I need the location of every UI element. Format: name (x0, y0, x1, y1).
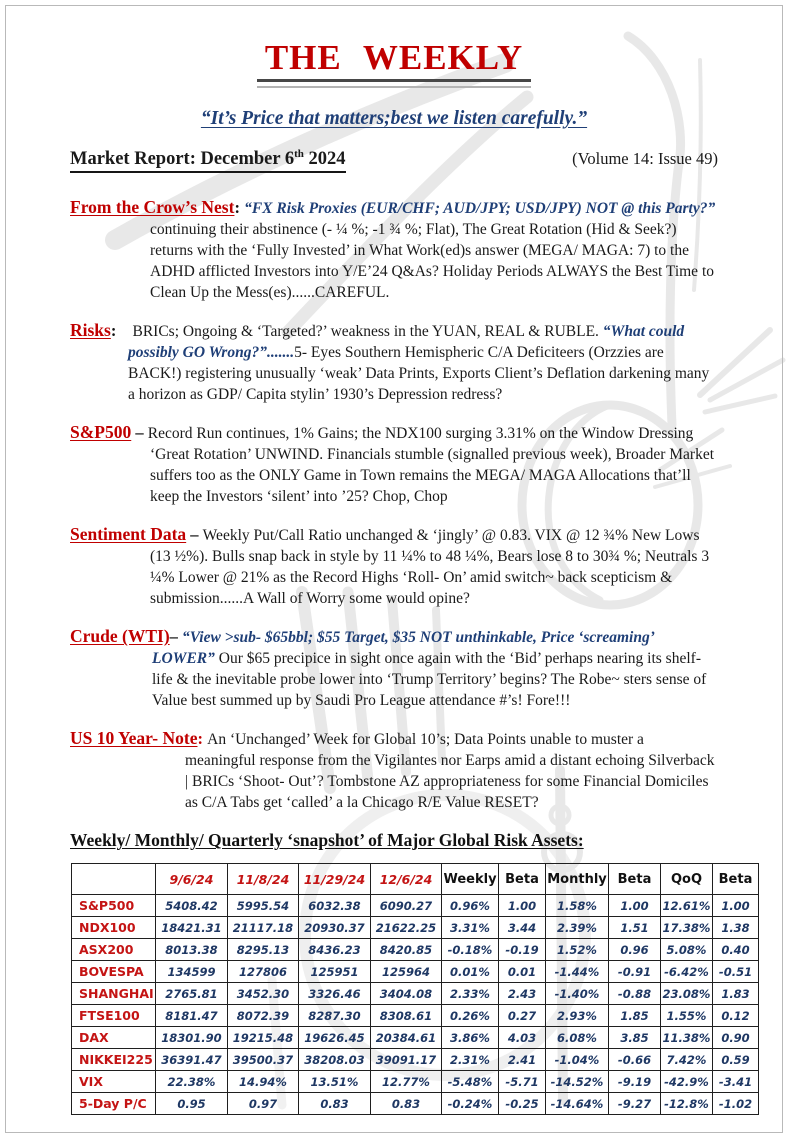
cell: 2.33% (442, 983, 499, 1005)
cell: 11.38% (661, 1027, 713, 1049)
row-label: S&P500 (72, 895, 156, 917)
cell: 14.94% (228, 1071, 299, 1093)
section-sentiment-data (70, 524, 718, 609)
column-header: 11/29/24 (299, 864, 371, 895)
table-row (72, 1049, 759, 1071)
table-row (72, 895, 759, 917)
table-row (72, 1027, 759, 1049)
cell: 0.01% (442, 961, 499, 983)
section-separator: : (110, 321, 121, 341)
cell: 1.51 (609, 917, 661, 939)
cell: 38208.03 (299, 1049, 371, 1071)
report-heading-year: 2024 (303, 149, 346, 170)
cell: 3.31% (442, 917, 499, 939)
column-header: Monthly (546, 864, 609, 895)
cell: 3.86% (442, 1027, 499, 1049)
cell: 5.08% (661, 939, 713, 961)
section-body: Weekly Put/Call Ratio unchanged & ‘jingly’ @ 0.83. VIX @ 12 ¾% New Lows (13 ½%). Bulls snap back in style by 11 ¼% to 48 ¼%, Bears lose 8 to 30¾ %; Neutrals 3 ¼% Lower @ 21% as the Record Highs ‘Roll- On’ amid switch~ back scepticism & submission......A Wall of Worry some would opine? (150, 527, 710, 608)
cell: 12.61% (661, 895, 713, 917)
table-row (72, 961, 759, 983)
corner-cell (72, 864, 156, 895)
column-header: Beta (609, 864, 661, 895)
cell: 3.85 (609, 1027, 661, 1049)
cell: -0.25 (499, 1093, 546, 1115)
cell: -14.52% (546, 1071, 609, 1093)
tagline-row (70, 108, 718, 130)
cell: 8287.30 (299, 1005, 371, 1027)
cell: 0.97 (228, 1093, 299, 1115)
cell: -9.19 (609, 1071, 661, 1093)
cell: 2.93% (546, 1005, 609, 1027)
row-label: FTSE100 (72, 1005, 156, 1027)
cell: 127806 (228, 961, 299, 983)
row-label: DAX (72, 1027, 156, 1049)
cell: 5995.54 (228, 895, 299, 917)
section-quote: “FX Risk Proxies (EUR/CHF; AUD/JPY; USD/JPY) NOT @ this Party?” (244, 200, 716, 218)
row-label: ASX200 (72, 939, 156, 961)
cell: -1.04% (546, 1049, 609, 1071)
cell: 12.77% (371, 1071, 442, 1093)
section-crude-wti (70, 626, 718, 711)
section-body: An ‘Unchanged’ Week for Global 10’s; Data Points unable to muster a meaningful response from the Vigilantes nor Earps amid a distant echoing Silverback | BRICs ‘Shoot- Out’? Tombstone AZ appropriateness for some Financial Domiciles as C/A Tabs get ‘called’ a la Chicago R/E Value RESET? (185, 731, 715, 812)
cell: -1.44% (546, 961, 609, 983)
report-heading-text: Market Report: December 6 (70, 149, 295, 170)
section-separator: : (234, 198, 245, 218)
section-heading: US 10 Year- Note (70, 728, 198, 749)
cell: -6.42% (661, 961, 713, 983)
risk-assets-table (71, 863, 759, 1115)
section-sp500 (70, 422, 718, 507)
page-title: THE WEEKLY (257, 38, 531, 82)
cell: -1.40% (546, 983, 609, 1005)
column-header: QoQ (661, 864, 713, 895)
section-separator: – (169, 627, 183, 647)
table-heading: Weekly/ Monthly/ Quarterly ‘snapshot’ of Major Global Risk Assets: (70, 830, 584, 851)
cell: 2.43 (499, 983, 546, 1005)
cell: 0.40 (713, 939, 759, 961)
cell: 3.44 (499, 917, 546, 939)
section-body: 5- Eyes Southern Hemispheric C/A Deficiteers (Orzzies are BACK!) registering unusually ‘weak’ Data Prints, Exports Client’s Deflation darkening many a horizon as GDP/ Capita stylin’ 1930’s Depression redress? (128, 344, 710, 404)
cell: -5.71 (499, 1071, 546, 1093)
section-separator: – (186, 525, 203, 545)
cell: 0.12 (713, 1005, 759, 1027)
cell: -0.18% (442, 939, 499, 961)
cell: 0.27 (499, 1005, 546, 1027)
cell: 0.01 (499, 961, 546, 983)
cell: -3.41 (713, 1071, 759, 1093)
cell: 19626.45 (299, 1027, 371, 1049)
volume-issue: (Volume 14: Issue 49) (572, 149, 718, 169)
cell: 125964 (371, 961, 442, 983)
cell: 1.83 (713, 983, 759, 1005)
cell: 17.38% (661, 917, 713, 939)
cell: 20384.61 (371, 1027, 442, 1049)
cell: 1.55% (661, 1005, 713, 1027)
cell: -0.91 (609, 961, 661, 983)
cell: 19215.48 (228, 1027, 299, 1049)
cell: 8436.23 (299, 939, 371, 961)
cell: 4.03 (499, 1027, 546, 1049)
cell: 6.08% (546, 1027, 609, 1049)
section-risks (70, 320, 718, 405)
section-separator: : (197, 729, 208, 749)
cell: 2.41 (499, 1049, 546, 1071)
cell: 134599 (156, 961, 228, 983)
content-column (70, 38, 753, 1115)
cell: 1.58% (546, 895, 609, 917)
report-heading-row (70, 148, 718, 173)
report-heading (70, 148, 346, 173)
cell: 3326.46 (299, 983, 371, 1005)
cell: -42.9% (661, 1071, 713, 1093)
section-quote: “What could possibly GO Wrong?”....... (128, 323, 685, 362)
cell: 0.83 (299, 1093, 371, 1115)
section-heading: Crude (WTI) (70, 626, 170, 647)
section-quote: “View >sub- $65bbl; $55 Target, $35 NOT unthinkable, Price ‘screaming’ LOWER” (152, 629, 654, 668)
cell: 6032.38 (299, 895, 371, 917)
title-underline (257, 38, 531, 88)
cell: 7.42% (661, 1049, 713, 1071)
cell: 22.38% (156, 1071, 228, 1093)
cell: 18421.31 (156, 917, 228, 939)
table-row (72, 983, 759, 1005)
cell: 125951 (299, 961, 371, 983)
cell: -0.88 (609, 983, 661, 1005)
column-header: 9/6/24 (156, 864, 228, 895)
column-header: Beta (713, 864, 759, 895)
section-body: Our $65 precipice in sight once again with the ‘Bid’ perhaps nearing its shelf- life & the inevitable probe lower into ‘Trump Territory’ begins? The Robe~ sters sense of Value best summed up by Saudi Pro League attendance #’s! Fore!!! (152, 650, 707, 710)
cell: -0.19 (499, 939, 546, 961)
cell: 2765.81 (156, 983, 228, 1005)
row-label: BOVESPA (72, 961, 156, 983)
cell: -1.02 (713, 1093, 759, 1115)
cell: 8181.47 (156, 1005, 228, 1027)
section-body: continuing their abstinence (- ¼ %; -1 ¾ %; Flat), The Great Rotation (Hid & Seek?) returns with the ‘Fully Invested’ in What Work(ed)s answer (MEGA/ MAGA: 7) to the ADHD afflicted Investors into Y/E’24 Q&As? Holiday Periods ALWAYS the Best Time to Clean Up the Mess(es)......CAREFUL. (150, 221, 714, 302)
cell: 36391.47 (156, 1049, 228, 1071)
cell: 5408.42 (156, 895, 228, 917)
row-label: NIKKEI225 (72, 1049, 156, 1071)
cell: 0.83 (371, 1093, 442, 1115)
row-label: SHANGHAI (72, 983, 156, 1005)
cell: 1.00 (713, 895, 759, 917)
section-heading: S&P500 (70, 422, 132, 443)
cell: 39091.17 (371, 1049, 442, 1071)
table-row (72, 1093, 759, 1115)
cell: 23.08% (661, 983, 713, 1005)
row-label: VIX (72, 1071, 156, 1093)
table-row (72, 917, 759, 939)
section-from-the-crows-nest (70, 197, 718, 303)
section-body: BRICs; Ongoing & ‘Targeted?’ weakness in the YUAN, REAL & RUBLE. (132, 323, 603, 341)
cell: 20930.37 (299, 917, 371, 939)
cell: 8295.13 (228, 939, 299, 961)
cell: -0.51 (713, 961, 759, 983)
table-row (72, 939, 759, 961)
cell: 1.85 (609, 1005, 661, 1027)
cell: 8072.39 (228, 1005, 299, 1027)
table-row (72, 1005, 759, 1027)
section-heading: Sentiment Data (70, 524, 187, 545)
table-row (72, 1071, 759, 1093)
column-header: Beta (499, 864, 546, 895)
cell: 0.95 (156, 1093, 228, 1115)
cell: 0.59 (713, 1049, 759, 1071)
cell: 0.96% (442, 895, 499, 917)
cell: 18301.90 (156, 1027, 228, 1049)
cell: -0.24% (442, 1093, 499, 1115)
section-heading: From the Crow’s Nest (70, 197, 235, 218)
column-header: 12/6/24 (371, 864, 442, 895)
cell: 21117.18 (228, 917, 299, 939)
section-body: Record Run continues, 1% Gains; the NDX100 surging 3.31% on the Window Dressing ‘Great Rotation’ UNWIND. Financials stumble (signalled previous week), Broader Market suffers too as the ONLY Game in Town remains the MEGA/ MAGA Allocations that’ll keep the Investors ‘silent’ into ’25? Chop, Chop (147, 425, 715, 506)
cell: 21622.25 (371, 917, 442, 939)
table-header-row (72, 864, 759, 895)
cell: 8420.85 (371, 939, 442, 961)
cell: -14.64% (546, 1093, 609, 1115)
section-heading: Risks (70, 320, 111, 341)
cell: -0.66 (609, 1049, 661, 1071)
cell: 0.26% (442, 1005, 499, 1027)
cell: -12.8% (661, 1093, 713, 1115)
section-separator: – (131, 423, 148, 443)
tagline: “It’s Price that matters;best we listen carefully.” (200, 108, 588, 129)
cell: -5.48% (442, 1071, 499, 1093)
row-label: 5-Day P/C (72, 1093, 156, 1115)
cell: 2.39% (546, 917, 609, 939)
row-label: NDX100 (72, 917, 156, 939)
column-header: 11/8/24 (228, 864, 299, 895)
report-heading-ordinal: th (294, 148, 304, 160)
cell: -9.27 (609, 1093, 661, 1115)
cell: 39500.37 (228, 1049, 299, 1071)
cell: 3452.30 (228, 983, 299, 1005)
section-us-10-year-note (70, 728, 718, 813)
column-header: Weekly (442, 864, 499, 895)
cell: 2.31% (442, 1049, 499, 1071)
cell: 6090.27 (371, 895, 442, 917)
cell: 3404.08 (371, 983, 442, 1005)
cell: 1.00 (499, 895, 546, 917)
cell: 1.52% (546, 939, 609, 961)
cell: 8013.38 (156, 939, 228, 961)
cell: 1.00 (609, 895, 661, 917)
cell: 13.51% (299, 1071, 371, 1093)
cell: 0.90 (713, 1027, 759, 1049)
cell: 1.38 (713, 917, 759, 939)
table-body (72, 895, 759, 1115)
cell: 8308.61 (371, 1005, 442, 1027)
cell: 0.96 (609, 939, 661, 961)
